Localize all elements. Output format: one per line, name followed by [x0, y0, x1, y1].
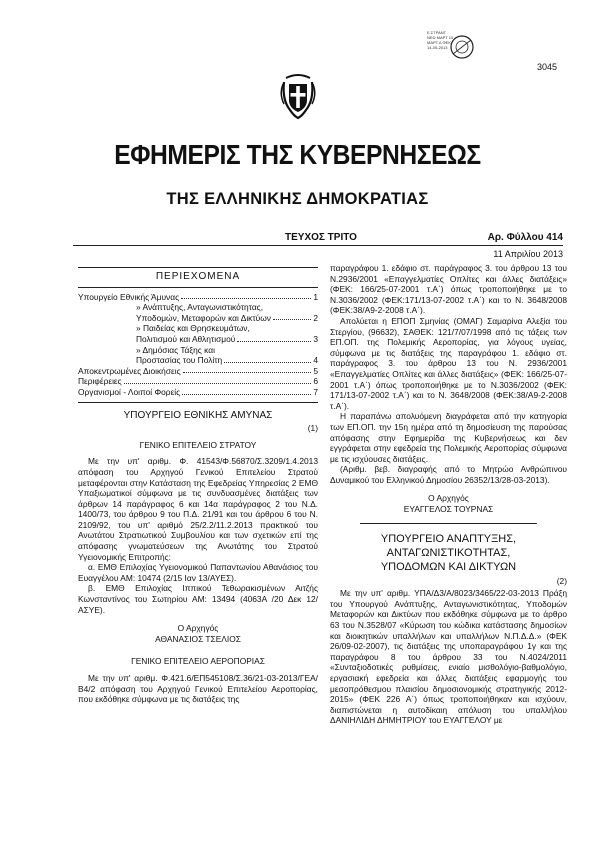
right-column — [330, 263, 567, 726]
staff-heading: ΓΕΝΙΚΟ ΕΠΙΤΕΛΕΙΟ ΣΤΡΑΤΟΥ — [139, 439, 257, 450]
decision-text: Απολύεται η ΕΠΟΠ Σμηνίας (ΟΜΑΓ) Σαμαρίνα Αλεξία του Στεργίου, (96632), ΣΑΘΕΚ: 121/7/07/1998 από τις τάξεις των ΕΠ.ΟΠ. της Πολεμικής Αεροπορίας, για λόγους υγείας, σύμφωνα με τις διατάξεις της παραγράφου 1. εδάφιο στ. παράγραφος 3. του άρθρου 13 του Ν. 2936/2001 «Επαγγελματίες Οπλίτες και άλλες διατάξεις» (ΦΕΚ: 166/25-07-2001 τ.Α΄) όπως τροποποιήθηκε με το Ν.3036/2002 (ΦΕΚ: 171/13-07-2002 τ.Α΄) και το Ν. 3648/2008 (ΦΕΚ:38/Α9-2-2008 τ.Α΄). — [330, 315, 567, 411]
staff-heading: ΓΕΝΙΚΟ ΕΠΙΤΕΛΕΙΟ ΑΕΡΟΠΟΡΙΑΣ — [131, 656, 265, 667]
signature-name: ΑΘΑΝΑΣΙΟΣ ΤΣΕΛΙΟΣ — [155, 633, 241, 644]
toc-heading: ΠΕΡΙΕΧΟΜΕΝΑ — [155, 271, 241, 282]
toc-item[interactable]: Πολιτισμού και Αθλητισμού 3 — [136, 333, 318, 344]
decision-number: (1) — [307, 423, 318, 434]
stamp-text: Ε.ΣΤΡΑΝΤ ΝΕΩ ΜΑΡΤ 10 ΜΑΡΤ Δ ΦΕΚ 14-05-2013 — [427, 30, 454, 50]
ministry-heading: ΥΠΟΥΡΓΕΙΟ ΑΝΑΠΤΥΞΗΣ, ΑΝΤΑΓΩΝΙΣΤΙΚΟΤΗΤΑΣ, ΥΠΟΔΟΜΩΝ ΚΑΙ ΔΙΚΤΥΩΝ — [380, 532, 517, 573]
decision-text: Με την υπ' αριθμ. Φ. 41543/Φ.56870/Σ.3209/1.4.2013 απόφαση του Αρχηγού Γενικού Επιτελείου Στρατού μεταφέρονται στην Κατάσταση της Εφεδρείας Υπηρεσίας 2 ΕΜΘ Υπαξιωματικοί σύμφωνα με τις συνδυασμένες διατάξεις των άρθρων 14 παράγραφος 6 και 14α παράγραφος 2 του Ν.Δ. 1400/73, του άρθρου 9 του Π.Δ. 21/91 και του άρθρου 6 του Ν. 2109/92, του υπ' αριθμό 25/2.2/11.2.2013 πρακτικού του Ανωτάτου Στρατιωτικού Συμβουλίου και των σχετικών επί της απόφασης γνωματεύσεων της Ανωτάτης του Στρατού Υγειονομικής Επιτροπής: — [78, 456, 318, 562]
toc-item[interactable]: » Ανάπτυξης, Ανταγωνιστικότητας, — [136, 302, 264, 313]
signature-role: Ο Αρχηγός — [428, 493, 469, 504]
divider — [78, 287, 318, 288]
toc-item[interactable]: » Παιδείας και Θρησκευμάτων, — [136, 323, 250, 334]
divider — [73, 245, 563, 246]
gazette-subtitle: ΤΗΣ ΕΛΛΗΝΙΚΗΣ ΔΗΜΟΚΡΑΤΙΑΣ — [166, 190, 429, 208]
issue-row — [73, 232, 563, 246]
toc-item[interactable]: Οργανισμοί - Λοιποί Φορείς 7 — [78, 386, 318, 397]
page-number: 3045 — [537, 62, 558, 72]
toc-item[interactable]: Προστασίας του Πολίτη 4 — [136, 355, 318, 366]
decision-text: Η παραπάνω απολυόμενη διαγράφεται από την κατηγορία των ΕΠ.ΟΠ. την 15η ημέρα από τη δημοσίευση της παρούσας απόφασης στην Εφημερίδα της Κυβερνήσεως και δεν εγγράφεται στην εφεδρεία της Πολεμικής Αεροπορίας σύμφωνα με τις ισχύουσες διατάξεις. — [330, 411, 567, 464]
issue-number: Αρ. Φύλλου 414 — [487, 232, 563, 243]
divider — [360, 523, 537, 524]
toc-item[interactable]: Περιφέρειες 6 — [78, 376, 318, 387]
decision-text: Με την υπ' αριθμ. Φ.421.6/ΕΠ545108/Σ.36/21-03-2013/ΓΕΑ/Β4/2 απόφαση του Αρχηγού Γενικού Επιτελείου Αεροπορίας, που εκδόθηκε σύμφωνα με τις διατάξεις της — [78, 673, 318, 705]
divider — [78, 402, 318, 403]
ministry-heading: ΥΠΟΥΡΓΕΙΟ ΕΘΝΙΚΗΣ ΑΜΥΝΑΣ — [123, 409, 273, 421]
signature-role: Ο Αρχηγός — [177, 623, 219, 634]
decision-text: παραγράφου 1. εδάφιο στ. παράγραφος 3. του άρθρου 13 του Ν.2936/2001 «Επαγγελματίες Οπλίτες και άλλες διατάξεις» (ΦΕΚ: 166/25-07-2001 τ.Α΄) όπως τροποποιήθηκε με το Ν.3036/2002 (ΦΕΚ:171/13-07-2002 τ.Α΄) και το Ν. 3648/2008 (ΦΕΚ:38/Α9-2-2008 τ.Α΄). — [330, 263, 567, 316]
toc-item[interactable]: Υπουργείο Εθνικής Άμυνας 1 — [78, 291, 318, 302]
greek-coat-of-arms-icon — [280, 70, 316, 125]
stamp-seal-icon — [449, 34, 475, 60]
issue-date: 11 Απριλίου 2013 — [493, 249, 563, 259]
decision-text: α. ΕΜΘ Επιλοχίας Υγειονομικού Παπαντωνίου Αθανάσιος του Ευαγγέλου ΑΜ: 10474 (2/15 Ιαν 13/ΑΥΕΣ). — [78, 562, 318, 583]
toc-list — [78, 292, 318, 398]
decision-text: β. ΕΜΘ Επιλοχίας Ιππικού Τεθωρακισμένων Αιτζής Κωνσταντίνος του Σωτηρίου ΑΜ: 13494 (4063Α /20 Δεκ 12/ΑΣΥΕ). — [78, 583, 318, 615]
decision-number: (2) — [556, 575, 567, 586]
divider — [78, 267, 318, 268]
registry-stamp — [427, 30, 477, 72]
toc-item[interactable]: » Δημόσιας Τάξης και — [136, 344, 215, 355]
issue-type: ΤΕΥΧΟΣ ΤΡΙΤΟ — [285, 232, 357, 243]
decision-text: Με την υπ' αριθμ. ΥΠΑ/Δ3/Α/8023/3465/22-03-2013 Πράξη του Υπουργού Ανάπτυξης, Ανταγωνιστικότητας, Υποδομών Μεταφορών και Δικτύων που εκδόθηκε σύμφωνα με το άρθρο 63 του Ν.3528/07 «Κύρωση του κώδικα κατάστασης δημοσίων και διοικητικών υπαλλήλων και υπαλλήλων Ν.Π.Δ.Δ.» (ΦΕΚ 26/09-02-2007), τις διατάξεις της υποπαραγράφου 1γ και της παραγράφου 8 του άρθρου 33 του Ν.4024/2011 «Συνταξιοδοτικές ρυθμίσεις, ενιαίο μισθολόγιο-βαθμολόγιο, εργασιακή εφεδρεία και άλλες διατάξεις εφαρμογής του μεσοπρόθεσμου πλαισίου δημοσιονομικής στρατηγικής 2012-2015» (ΦΕΚ 226 Α΄) όπως τροποποιήθηκαν και ισχύουν, διαπιστώνεται η αυτοδίκαιη απόλυση του υπαλλήλου ΔΑΝΙΗΛΙΔΗ ΔΗΜΗΤΡΙΟΥ του ΕΥΑΓΓΕΛΟΥ με — [330, 588, 567, 726]
decision-text: (Αριθμ. βεβ. διαγραφής από το Μητρώο Ανθρώπινου Δυναμικού του Ελληνικού Δημοσίου 26352/13/28-03-2013). — [330, 464, 567, 485]
toc-item[interactable]: Υποδομών, Μεταφορών και Δικτύων 2 — [136, 312, 318, 323]
gazette-title: ΕΦΗΜΕΡΙΣ ΤΗΣ ΚΥΒΕΡΝΗΣΕΩΣ — [114, 139, 481, 170]
toc-item[interactable]: Αποκεντρωμένες Διοικήσεις 5 — [78, 365, 318, 376]
signature-name: ΕΥΑΓΓΕΛΟΣ ΤΟΥΡΝΑΣ — [403, 504, 494, 515]
left-column — [78, 263, 318, 705]
